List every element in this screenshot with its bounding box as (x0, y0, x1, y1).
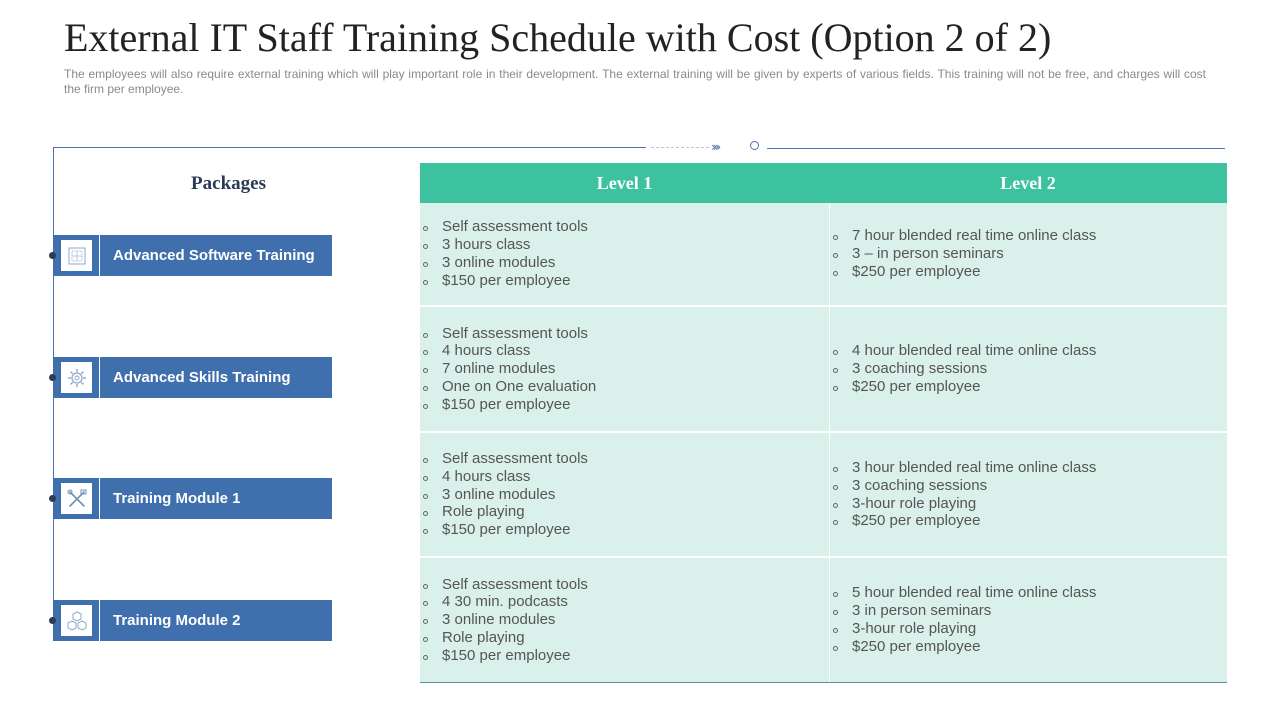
item-text: 7 online modules (442, 360, 556, 378)
item-text: 5 hour blended real time online class (852, 584, 1097, 602)
bullet-icon (423, 280, 428, 285)
list-item (830, 360, 1227, 378)
list-item (420, 576, 829, 594)
bullet-icon (423, 386, 428, 391)
item-text: 4 hours class (442, 342, 531, 360)
connector-dot (49, 374, 56, 381)
bullet-icon (833, 386, 838, 391)
bullet-icon (833, 368, 838, 373)
list-item (420, 342, 829, 360)
item-text: $150 per employee (442, 395, 571, 413)
item-text: One on One evaluation (442, 377, 597, 395)
cell-row4-level2 (830, 558, 1227, 682)
item-text: Self assessment tools (442, 218, 588, 236)
cell-row2-level1 (420, 307, 829, 431)
header-level-2: Level 2 (1000, 173, 1056, 193)
list-item (830, 245, 1227, 263)
list-item (420, 503, 829, 521)
item-text: $250 per employee (852, 512, 981, 530)
item-text: Role playing (442, 628, 525, 646)
tools-icon (61, 483, 92, 514)
software-icon (61, 240, 92, 271)
bullet-icon (833, 271, 838, 276)
bullet-icon (833, 503, 838, 508)
list-item (420, 218, 829, 236)
package-divider (99, 235, 100, 276)
list-item (420, 629, 829, 647)
list-item (830, 477, 1227, 495)
chevrons-icon: ›››› (711, 140, 719, 154)
package-training-module-2 (53, 600, 332, 641)
cell-row1-level1 (420, 203, 829, 305)
package-advanced-software-training (53, 235, 332, 276)
bullet-icon (423, 601, 428, 606)
item-text: Self assessment tools (442, 575, 588, 593)
bullet-icon (833, 253, 838, 258)
bullet-icon (423, 655, 428, 660)
item-text: $150 per employee (442, 271, 571, 289)
package-label: Advanced Skills Training (113, 369, 291, 386)
bullet-icon (833, 350, 838, 355)
item-text: 4 hours class (442, 467, 531, 485)
list-item (420, 593, 829, 611)
cell-row3-level2 (830, 433, 1227, 556)
bullet-icon (423, 226, 428, 231)
item-text: 3-hour role playing (852, 494, 977, 512)
item-text: 3 hours class (442, 236, 531, 254)
bullet-icon (833, 610, 838, 615)
list-item (420, 378, 829, 396)
cell-row1-level2 (830, 203, 1227, 305)
item-text: 4 30 min. podcasts (442, 593, 568, 611)
table-bottom-border (420, 682, 1227, 683)
item-text: Role playing (442, 503, 525, 521)
list-item (830, 459, 1227, 477)
cell-row4-level1 (420, 558, 829, 682)
list-item (830, 263, 1227, 281)
package-divider (99, 357, 100, 398)
bullet-icon (423, 244, 428, 249)
bullet-icon (833, 592, 838, 597)
bullet-icon (423, 584, 428, 589)
package-divider (99, 600, 100, 641)
connector-dot (49, 495, 56, 502)
list-item (420, 647, 829, 665)
item-text: $150 per employee (442, 521, 571, 539)
item-text: 3 coaching sessions (852, 360, 988, 378)
table-header (420, 163, 1227, 203)
item-text: $250 per employee (852, 377, 981, 395)
bullet-icon (423, 529, 428, 534)
bullet-icon (423, 458, 428, 463)
list-item (420, 236, 829, 254)
bullet-icon (423, 637, 428, 642)
item-text: 7 hour blended real time online class (852, 227, 1097, 245)
connector-dot (49, 252, 56, 259)
item-text: 3 coaching sessions (852, 476, 988, 494)
list-item (830, 638, 1227, 656)
item-text: 3 – in person seminars (852, 245, 1004, 263)
list-item (830, 584, 1227, 602)
bullet-icon (423, 262, 428, 267)
item-text: 3 in person seminars (852, 602, 992, 620)
bullet-icon (423, 333, 428, 338)
package-label: Advanced Software Training (113, 247, 315, 264)
list-item (420, 325, 829, 343)
list-item (830, 495, 1227, 513)
package-label: Training Module 2 (113, 612, 241, 629)
list-item (420, 468, 829, 486)
header-level-1: Level 1 (596, 173, 653, 193)
item-text: $150 per employee (442, 646, 571, 664)
top-connector-line (53, 147, 646, 148)
item-text: Self assessment tools (442, 324, 588, 342)
bullet-icon (423, 494, 428, 499)
package-advanced-skills-training (53, 357, 332, 398)
bullet-icon (423, 476, 428, 481)
item-text: 3 online modules (442, 485, 556, 503)
list-item (830, 512, 1227, 530)
item-text: 3 hour blended real time online class (852, 458, 1097, 476)
list-item (420, 360, 829, 378)
list-item (420, 254, 829, 272)
list-item (420, 521, 829, 539)
bullet-icon (423, 404, 428, 409)
item-text: 3 online modules (442, 611, 556, 629)
bullet-icon (833, 646, 838, 651)
package-training-module-1 (53, 478, 332, 519)
page-title: External IT Staff Training Schedule with Cost (Option 2 of 2) (64, 15, 1052, 60)
item-text: Self assessment tools (442, 450, 588, 467)
package-label: Training Module 1 (113, 490, 241, 507)
list-item (830, 227, 1227, 245)
page-subtitle: The employees will also require external training which will play important role in their development. The external training will be given by experts of various fields. This training will not be free, and charges will cost the firm per employee. (64, 67, 1206, 96)
list-item (420, 611, 829, 629)
item-text: 3 online modules (442, 254, 556, 271)
connector-dot (49, 617, 56, 624)
bullet-icon (833, 467, 838, 472)
list-item (830, 620, 1227, 638)
item-text: $250 per employee (852, 262, 981, 280)
bullet-icon (833, 628, 838, 633)
bullet-icon (833, 520, 838, 525)
list-item (830, 342, 1227, 360)
list-item (420, 396, 829, 414)
bullet-icon (833, 485, 838, 490)
top-connector-dash (651, 147, 709, 148)
top-connector-line-right (767, 148, 1225, 149)
bullet-icon (833, 235, 838, 240)
bullet-icon (423, 350, 428, 355)
list-item (420, 272, 829, 290)
item-text: 3-hour role playing (852, 620, 977, 637)
list-item (830, 378, 1227, 396)
list-item (830, 602, 1227, 620)
cubes-icon (61, 605, 92, 636)
bullet-icon (423, 619, 428, 624)
circle-node-icon (750, 141, 759, 150)
package-divider (99, 478, 100, 519)
cell-row3-level1 (420, 433, 829, 556)
gear-icon (61, 362, 92, 393)
bullet-icon (423, 511, 428, 516)
item-text: $250 per employee (852, 637, 981, 655)
list-item (420, 486, 829, 504)
bullet-icon (423, 368, 428, 373)
packages-heading: Packages (191, 173, 266, 194)
cell-row2-level2 (830, 307, 1227, 431)
list-item (420, 450, 829, 468)
item-text: 4 hour blended real time online class (852, 342, 1097, 360)
